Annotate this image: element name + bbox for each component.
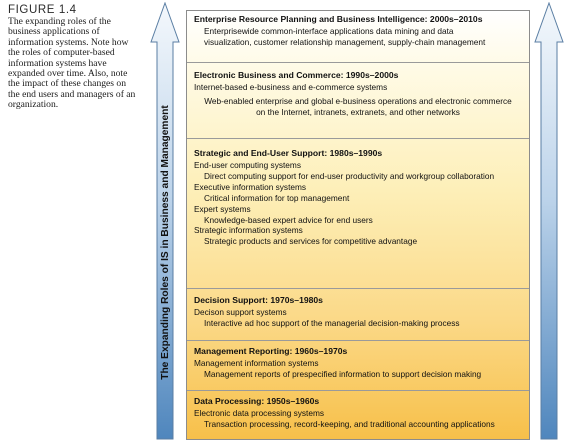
era-line: Direct computing support for end-user productivity and workgroup collaboration xyxy=(204,170,495,181)
era-title: Management Reporting: 1960s–1970s xyxy=(194,346,348,356)
era-line: Web-enabled enterprise and global e-business operations and electronic commerce on the Internet, intranets, extranets, and other networks xyxy=(204,95,512,117)
era-data-processing xyxy=(187,391,529,439)
figure-caption-text: The expanding roles of the business applications of information systems. Note how the roles of computer-based information systems have expanded over time. Also, note the impact of these changes on the end users and managers of an organization. xyxy=(8,16,136,111)
era-line: Management information systems xyxy=(194,358,319,368)
era-decision-support xyxy=(187,289,529,341)
era-line: Strategic products and services for competitive advantage xyxy=(204,236,418,247)
era-line: End-user computing systems xyxy=(194,160,301,170)
era-line: Internet-based e-business and e-commerce systems xyxy=(194,82,388,92)
axis-label: The Expanding Roles of IS in Business and Management xyxy=(159,104,171,380)
era-stack xyxy=(186,10,530,440)
era-title: Enterprise Resource Planning and Business Intelligence: 2000s–2010s xyxy=(194,14,483,24)
era-title: Strategic and End-User Support: 1980s–1990s xyxy=(194,148,383,158)
era-line: visualization, customer relationship management, supply-chain management xyxy=(204,36,486,47)
figure-caption xyxy=(8,4,138,111)
era-line: Electronic data processing systems xyxy=(194,408,325,418)
figure-label: FIGURE 1.4 xyxy=(8,4,77,16)
era-strategic xyxy=(187,139,529,289)
era-line: Knowledge-based expert advice for end users xyxy=(204,214,373,225)
era-title: Electronic Business and Commerce: 1990s–2000s xyxy=(194,70,399,80)
axis-label-container xyxy=(154,52,176,432)
era-line: Transaction processing, record-keeping, and traditional accounting applications xyxy=(204,418,495,429)
right-up-arrow xyxy=(534,2,564,440)
era-line: Critical information for top management xyxy=(204,192,350,203)
era-line: Executive information systems xyxy=(194,181,307,192)
era-line: Decison support systems xyxy=(194,307,287,317)
era-line: Management reports of prespecified information to support decision making xyxy=(204,368,482,379)
era-title: Decision Support: 1970s–1980s xyxy=(194,295,323,305)
era-erp-bi xyxy=(187,11,529,63)
era-ebusiness xyxy=(187,63,529,139)
era-line: Enterprisewide common-interface applications data mining and data xyxy=(204,26,454,36)
era-title: Data Processing: 1950s–1960s xyxy=(194,396,320,406)
era-management-reporting xyxy=(187,341,529,391)
era-line: Expert systems xyxy=(194,203,251,214)
era-line: Strategic information systems xyxy=(194,225,303,236)
era-line: Interactive ad hoc support of the managerial decision-making process xyxy=(204,317,460,328)
